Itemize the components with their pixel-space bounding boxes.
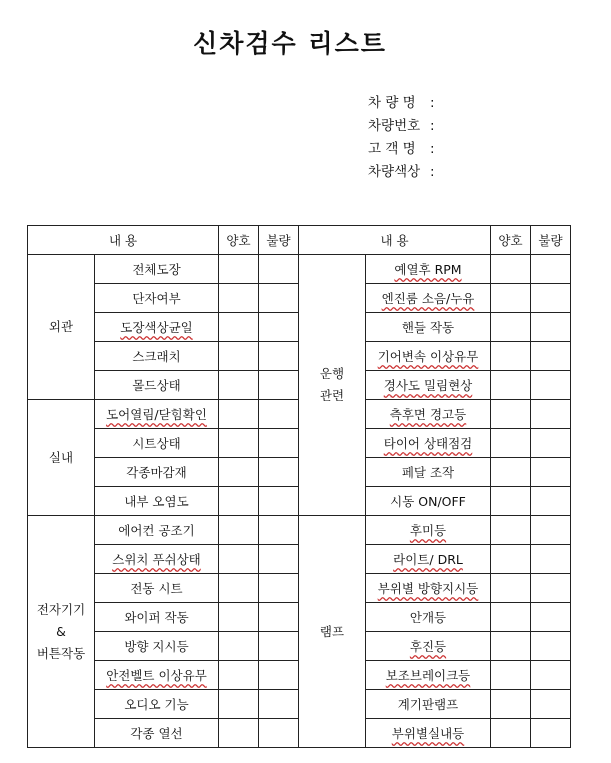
item-label: 안개등 — [409, 610, 447, 625]
right-item-cell — [366, 632, 491, 661]
good-check-cell[interactable] — [219, 661, 259, 690]
item-label: 타이어 상태점검 — [383, 436, 473, 451]
item-label: 도장색상균일 — [120, 320, 193, 335]
left-item-cell — [95, 661, 219, 690]
good-check-cell[interactable] — [491, 574, 531, 603]
category-label: & — [56, 623, 66, 639]
left-item-cell — [95, 400, 219, 429]
category-label: 관련 — [319, 388, 345, 403]
info-colon: : — [430, 141, 435, 157]
item-label: 부위별 방향지시등 — [377, 581, 479, 596]
right-item-cell — [366, 400, 491, 429]
good-check-cell[interactable] — [219, 400, 259, 429]
left-item-cell — [95, 516, 219, 545]
info-label: 차량번호 — [368, 118, 421, 134]
right-item-cell — [366, 284, 491, 313]
item-label: 와이퍼 작동 — [124, 610, 189, 625]
good-check-cell[interactable] — [219, 371, 259, 400]
left-item-cell — [95, 603, 219, 632]
good-check-cell[interactable] — [491, 545, 531, 574]
bad-check-cell[interactable] — [531, 487, 571, 516]
right-item-cell — [366, 719, 491, 748]
right-item-cell — [366, 487, 491, 516]
item-label: 보조브레이크등 — [385, 668, 471, 683]
right-item-cell — [366, 342, 491, 371]
item-label: 단자여부 — [132, 291, 181, 306]
item-label: 각종마감재 — [126, 465, 187, 480]
item-label: 안전벨트 이상유무 — [106, 668, 207, 683]
bad-check-cell[interactable] — [259, 400, 299, 429]
item-label: 계기판램프 — [397, 697, 459, 712]
item-label: 스크래치 — [132, 349, 181, 364]
right-item-cell — [366, 690, 491, 719]
vehicle-info — [368, 92, 435, 184]
category-label: 운행 — [319, 366, 345, 381]
bad-check-cell[interactable] — [259, 458, 299, 487]
item-label: 예열후 RPM — [394, 262, 462, 277]
right-item-cell — [366, 545, 491, 574]
header-good-right: 양호 — [491, 226, 531, 255]
good-check-cell[interactable] — [491, 603, 531, 632]
bad-check-cell[interactable] — [259, 719, 299, 748]
good-check-cell[interactable] — [219, 284, 259, 313]
item-label: 후미등 — [409, 523, 447, 538]
bad-check-cell[interactable] — [531, 313, 571, 342]
item-label: 스위치 푸쉬상태 — [112, 552, 201, 567]
bad-check-cell[interactable] — [531, 719, 571, 748]
item-label: 도어열림/닫힘확인 — [106, 407, 207, 422]
bad-check-cell[interactable] — [531, 400, 571, 429]
category-label: 버튼작동 — [36, 645, 86, 661]
header-content-right: 내 용 — [299, 226, 491, 255]
good-check-cell[interactable] — [219, 690, 259, 719]
good-check-cell[interactable] — [491, 516, 531, 545]
info-colon: : — [430, 164, 435, 180]
category-label: 램프 — [319, 623, 345, 639]
left-category-cell — [28, 516, 95, 748]
good-check-cell[interactable] — [491, 690, 531, 719]
left-item-cell — [95, 632, 219, 661]
item-label: 각종 열선 — [130, 726, 183, 741]
bad-check-cell[interactable] — [259, 661, 299, 690]
header-bad-left: 불량 — [259, 226, 299, 255]
right-item-cell — [366, 313, 491, 342]
good-check-cell[interactable] — [491, 458, 531, 487]
left-item-cell — [95, 371, 219, 400]
item-label: 오디오 기능 — [124, 697, 189, 712]
good-check-cell[interactable] — [491, 661, 531, 690]
right-category-cell — [299, 255, 366, 516]
bad-check-cell[interactable] — [531, 516, 571, 545]
left-item-cell — [95, 545, 219, 574]
bad-check-cell[interactable] — [531, 371, 571, 400]
right-item-cell — [366, 603, 491, 632]
category-label: 실내 — [48, 449, 74, 465]
good-check-cell[interactable] — [219, 487, 259, 516]
bad-check-cell[interactable] — [259, 284, 299, 313]
good-check-cell[interactable] — [219, 458, 259, 487]
item-label: 측후면 경고등 — [389, 407, 467, 422]
bad-check-cell[interactable] — [259, 632, 299, 661]
left-item-cell — [95, 574, 219, 603]
good-check-cell[interactable] — [491, 719, 531, 748]
bad-check-cell[interactable] — [531, 545, 571, 574]
bad-check-cell[interactable] — [531, 458, 571, 487]
item-label: 내부 오염도 — [124, 494, 189, 509]
item-label: 핸들 작동 — [401, 320, 455, 335]
bad-check-cell[interactable] — [259, 371, 299, 400]
bad-check-cell[interactable] — [531, 574, 571, 603]
good-check-cell[interactable] — [219, 719, 259, 748]
header-content-left: 내 용 — [28, 226, 219, 255]
bad-check-cell[interactable] — [259, 487, 299, 516]
right-category-cell — [299, 516, 366, 748]
header-good-left: 양호 — [219, 226, 259, 255]
info-row-vehicle-color — [368, 161, 435, 184]
item-label: 경사도 밀림현상 — [383, 378, 473, 393]
item-label: 전체도장 — [132, 262, 181, 277]
good-check-cell[interactable] — [219, 516, 259, 545]
good-check-cell[interactable] — [491, 632, 531, 661]
left-item-cell — [95, 458, 219, 487]
good-check-cell[interactable] — [491, 284, 531, 313]
good-check-cell[interactable] — [491, 371, 531, 400]
info-row-vehicle-number — [368, 115, 435, 138]
right-item-cell — [366, 371, 491, 400]
bad-check-cell[interactable] — [259, 342, 299, 371]
good-check-cell[interactable] — [219, 545, 259, 574]
bad-check-cell[interactable] — [259, 690, 299, 719]
good-check-cell[interactable] — [491, 313, 531, 342]
inspection-table — [27, 225, 571, 748]
info-row-vehicle-name — [368, 92, 435, 115]
bad-check-cell[interactable] — [259, 574, 299, 603]
item-label: 전동 시트 — [130, 581, 183, 596]
page-title: 신차검수 리스트 — [193, 29, 387, 58]
bad-check-cell[interactable] — [259, 516, 299, 545]
info-label: 고 객 명 — [368, 141, 416, 157]
left-item-cell — [95, 313, 219, 342]
item-label: 엔진룸 소음/누유 — [381, 291, 475, 306]
right-item-cell — [366, 255, 491, 284]
info-label: 차 량 명 — [368, 95, 416, 111]
good-check-cell[interactable] — [491, 429, 531, 458]
left-item-cell — [95, 690, 219, 719]
left-item-cell — [95, 342, 219, 371]
good-check-cell[interactable] — [219, 313, 259, 342]
bad-check-cell[interactable] — [531, 632, 571, 661]
item-label: 부위별실내등 — [391, 726, 465, 741]
item-label: 라이트/ DRL — [393, 552, 463, 567]
right-item-cell — [366, 574, 491, 603]
item-label: 기어변속 이상유무 — [377, 349, 479, 364]
good-check-cell[interactable] — [219, 255, 259, 284]
item-label: 몰드상태 — [132, 378, 181, 393]
bad-check-cell[interactable] — [259, 255, 299, 284]
right-item-cell — [366, 661, 491, 690]
left-category-cell — [28, 255, 95, 400]
bad-check-cell[interactable] — [531, 284, 571, 313]
left-category-cell — [28, 400, 95, 516]
item-label: 에어컨 공조기 — [118, 523, 195, 538]
table-header-row — [28, 226, 571, 255]
bad-check-cell[interactable] — [531, 255, 571, 284]
info-colon: : — [430, 118, 435, 134]
right-item-cell — [366, 429, 491, 458]
item-label: 시동 ON/OFF — [390, 494, 466, 509]
bad-check-cell[interactable] — [259, 313, 299, 342]
info-row-customer-name — [368, 138, 435, 161]
bad-check-cell[interactable] — [531, 661, 571, 690]
bad-check-cell[interactable] — [259, 429, 299, 458]
table-body — [28, 255, 571, 748]
bad-check-cell[interactable] — [531, 603, 571, 632]
category-label: 외관 — [48, 319, 74, 334]
good-check-cell[interactable] — [219, 603, 259, 632]
right-item-cell — [366, 516, 491, 545]
item-label: 방향 지시등 — [124, 639, 189, 654]
good-check-cell[interactable] — [491, 342, 531, 371]
bad-check-cell[interactable] — [259, 603, 299, 632]
left-item-cell — [95, 429, 219, 458]
bad-check-cell[interactable] — [259, 545, 299, 574]
item-label: 후진등 — [409, 639, 447, 654]
header-bad-right: 불량 — [531, 226, 571, 255]
good-check-cell[interactable] — [491, 400, 531, 429]
item-label: 시트상태 — [132, 436, 181, 451]
good-check-cell[interactable] — [219, 632, 259, 661]
left-item-cell — [95, 284, 219, 313]
category-label: 전자기기 — [36, 601, 86, 617]
left-item-cell — [95, 719, 219, 748]
table-row — [28, 516, 571, 545]
good-check-cell[interactable] — [219, 342, 259, 371]
good-check-cell[interactable] — [491, 487, 531, 516]
bad-check-cell[interactable] — [531, 690, 571, 719]
info-colon: : — [430, 95, 435, 111]
bad-check-cell[interactable] — [531, 342, 571, 371]
item-label: 페달 조작 — [401, 465, 455, 480]
good-check-cell[interactable] — [491, 255, 531, 284]
bad-check-cell[interactable] — [531, 429, 571, 458]
left-item-cell — [95, 255, 219, 284]
table-row — [28, 255, 571, 284]
good-check-cell[interactable] — [219, 574, 259, 603]
good-check-cell[interactable] — [219, 429, 259, 458]
info-label: 차량색상 — [368, 164, 421, 180]
right-item-cell — [366, 458, 491, 487]
left-item-cell — [95, 487, 219, 516]
